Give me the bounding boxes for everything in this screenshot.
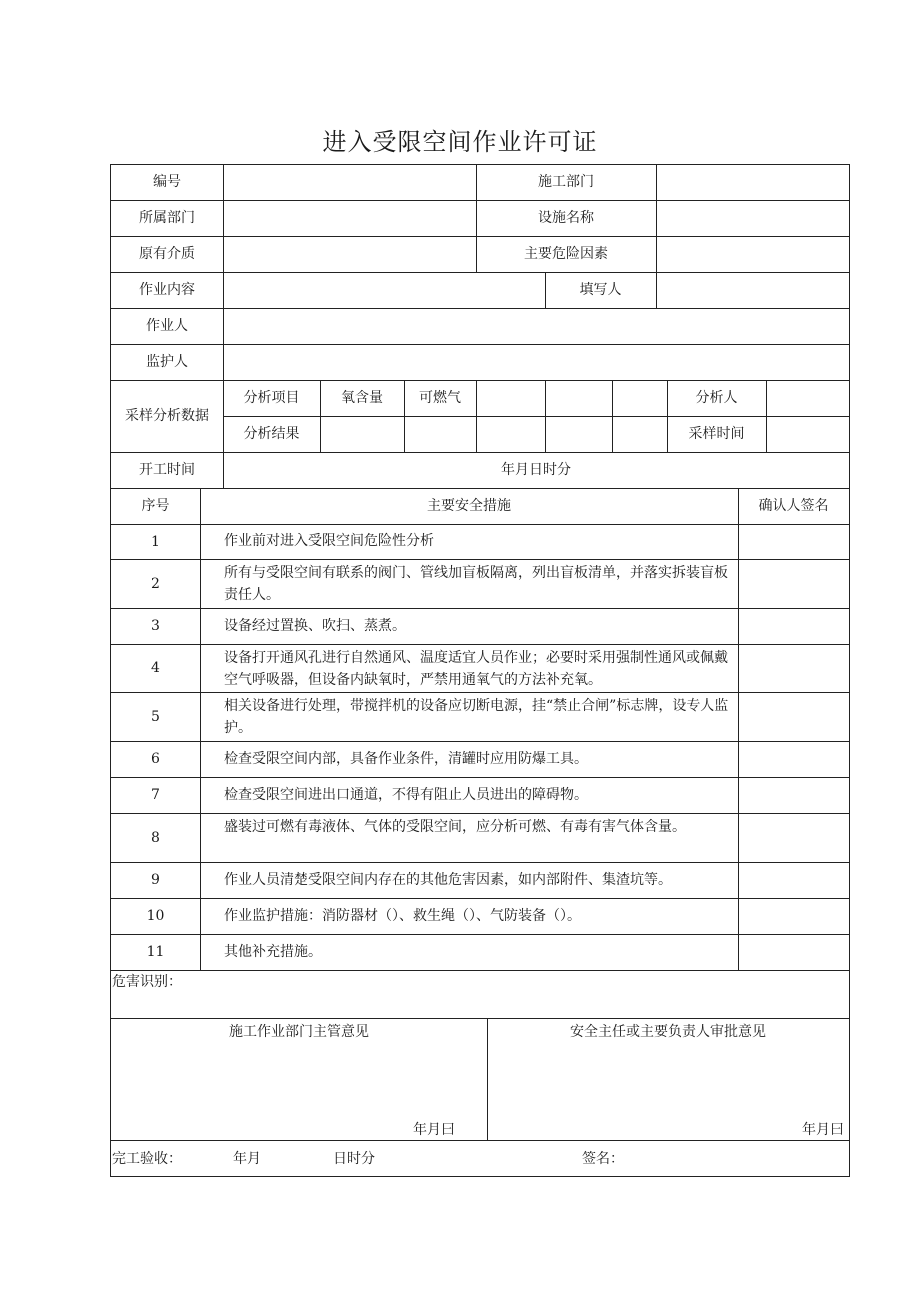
facility-field[interactable] bbox=[656, 200, 849, 236]
measure-sign-field[interactable] bbox=[738, 898, 849, 934]
measure-no: 3 bbox=[151, 618, 160, 634]
measure-sign-field[interactable] bbox=[738, 862, 849, 898]
measure-sign-field[interactable] bbox=[738, 559, 849, 608]
table-rule bbox=[612, 380, 613, 453]
measure-header: 主要安全措施 bbox=[427, 498, 511, 514]
hazard-factor-label: 主要危险因素 bbox=[524, 246, 608, 262]
worker-label: 作业人 bbox=[146, 318, 188, 334]
table-rule bbox=[476, 380, 477, 453]
number-field[interactable] bbox=[223, 164, 476, 200]
measure-no: 8 bbox=[151, 829, 160, 846]
seq-header: 序号 bbox=[141, 498, 170, 514]
measure-no: 1 bbox=[151, 533, 160, 550]
hazard-identification-field[interactable] bbox=[111, 992, 849, 1018]
table-rule bbox=[110, 1176, 850, 1177]
filler-field[interactable] bbox=[656, 272, 849, 308]
worker-field[interactable] bbox=[223, 308, 849, 344]
sign-header: 确认人签名 bbox=[758, 498, 829, 514]
measure-text: 设备打开通风孔进行自然通风、温度适宜人员作业；必要时采用强制性通风或佩戴空气呼吸器，但设备内缺氧时，严禁用通氧气的方法补充氧。 bbox=[224, 650, 728, 688]
measure-no: 7 bbox=[151, 787, 160, 803]
completion-year-month: 年月 bbox=[233, 1151, 261, 1167]
dept-label: 所属部门 bbox=[139, 210, 195, 226]
safety-director-opinion-date: 年月曰 bbox=[802, 1122, 844, 1138]
construction-manager-opinion-date: 年月曰 bbox=[413, 1122, 455, 1138]
measure-text: 相关设备进行处理，带搅拌机的设备应切断电源，挂“禁止合闸”标志牌，设专人监护。 bbox=[224, 698, 729, 736]
table-rule bbox=[545, 380, 546, 453]
hazard-factor-field[interactable] bbox=[656, 236, 849, 272]
start-time-label: 开工时间 bbox=[139, 462, 195, 478]
measure-text: 检查受限空间进出口通道，不得有阻止人员进出的障碍物。 bbox=[224, 787, 588, 803]
measure-text: 检查受限空间内部，具备作业条件，清罐时应用防爆工具。 bbox=[224, 751, 588, 767]
number-label: 编号 bbox=[153, 174, 181, 190]
measure-no: 2 bbox=[151, 575, 160, 592]
measure-sign-field[interactable] bbox=[738, 692, 849, 741]
construction-manager-opinion-field[interactable] bbox=[111, 1045, 487, 1115]
measure-text: 作业人员清楚受限空间内存在的其他危害因素，如内部附件、集渣坑等。 bbox=[224, 872, 672, 888]
measure-sign-field[interactable] bbox=[738, 934, 849, 970]
sample-time-field[interactable] bbox=[766, 416, 849, 452]
sample-time-label: 采样时间 bbox=[688, 426, 745, 442]
completion-day-hour-minute: 日时分 bbox=[333, 1151, 375, 1167]
analysis-item-label: 分析项目 bbox=[243, 390, 300, 406]
measure-sign-field[interactable] bbox=[738, 608, 849, 644]
facility-label: 设施名称 bbox=[538, 210, 594, 226]
measure-text: 设备经过置换、吹扫、蒸煮。 bbox=[224, 618, 406, 634]
measure-no: 4 bbox=[151, 660, 160, 676]
guardian-label: 监护人 bbox=[146, 354, 188, 370]
completion-signature-label: 签名： bbox=[582, 1151, 624, 1167]
analyst-field[interactable] bbox=[766, 380, 849, 416]
completion-label: 完工验收： bbox=[112, 1151, 182, 1167]
dept-field[interactable] bbox=[223, 200, 476, 236]
construction-manager-opinion-title: 施工作业部门主管意见 bbox=[229, 1024, 369, 1040]
measure-sign-field[interactable] bbox=[738, 741, 849, 777]
measure-text: 盛装过可燃有毒液体、气体的受限空间，应分析可燃、有毒有害气体含量。 bbox=[224, 819, 686, 835]
medium-field[interactable] bbox=[223, 236, 476, 272]
table-rule bbox=[110, 970, 850, 971]
construction-dept-label: 施工部门 bbox=[538, 174, 594, 190]
analyst-label: 分析人 bbox=[695, 390, 738, 406]
measure-no: 11 bbox=[146, 944, 165, 960]
analysis-result-label: 分析结果 bbox=[243, 426, 300, 442]
medium-label: 原有介质 bbox=[139, 246, 195, 262]
measure-no: 10 bbox=[146, 908, 165, 924]
measure-sign-field[interactable] bbox=[738, 777, 849, 813]
safety-director-opinion-field[interactable] bbox=[487, 1045, 849, 1115]
measure-sign-field[interactable] bbox=[738, 644, 849, 692]
work-content-field[interactable] bbox=[223, 272, 545, 308]
flammable-result-field[interactable] bbox=[404, 416, 476, 452]
measure-no: 9 bbox=[151, 872, 160, 888]
measure-sign-field[interactable] bbox=[738, 524, 849, 559]
flammable-label: 可燃气 bbox=[419, 390, 461, 406]
start-time-value[interactable]: 年月日时分 bbox=[501, 462, 571, 478]
hazard-identification-label: 危害识别： bbox=[112, 974, 182, 990]
construction-dept-field[interactable] bbox=[656, 164, 849, 200]
filler-label: 填写人 bbox=[579, 282, 622, 298]
oxygen-result-field[interactable] bbox=[320, 416, 404, 452]
measure-no: 6 bbox=[151, 751, 160, 767]
measure-text: 所有与受限空间有联系的阀门、管线加盲板隔离，列出盲板清单，并落实拆装盲板责任人。 bbox=[224, 565, 728, 603]
table-rule bbox=[110, 1140, 850, 1141]
page-title: 进入受限空间作业许可证 bbox=[322, 128, 598, 156]
measure-no: 5 bbox=[151, 708, 160, 725]
safety-director-opinion-title: 安全主任或主要负责人审批意见 bbox=[570, 1024, 766, 1040]
work-content-label: 作业内容 bbox=[139, 282, 195, 298]
table-rule bbox=[849, 164, 850, 1177]
sampling-label: 采样分析数据 bbox=[125, 408, 209, 424]
table-rule bbox=[110, 1018, 850, 1019]
guardian-field[interactable] bbox=[223, 344, 849, 380]
measure-sign-field[interactable] bbox=[738, 813, 849, 862]
measure-text: 其他补充措施。 bbox=[224, 944, 322, 960]
measure-text: 作业前对进入受限空间危险性分析 bbox=[224, 533, 434, 549]
measure-text: 作业监护措施：消防器材（）、救生绳（）、气防装备（）。 bbox=[224, 908, 581, 924]
oxygen-label: 氧含量 bbox=[341, 390, 383, 406]
